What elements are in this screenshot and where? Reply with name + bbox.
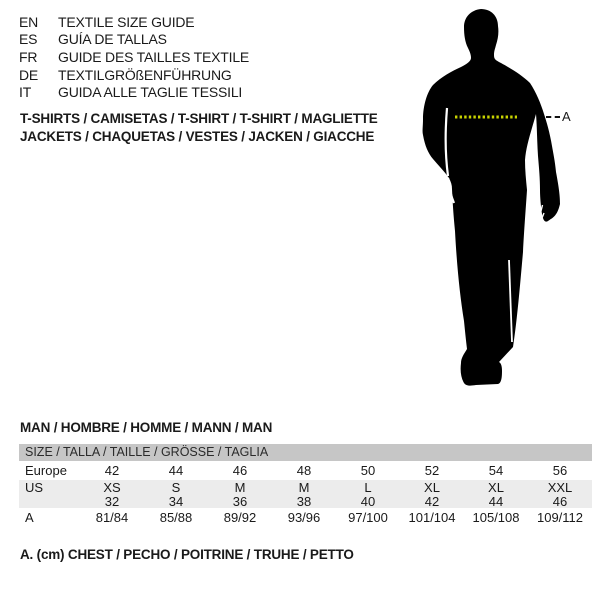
table-row-europe <box>19 461 592 480</box>
language-label: GUIDE DES TAILLES TEXTILE <box>58 48 250 65</box>
man-silhouette <box>423 9 560 386</box>
garment-line-tshirts: T-SHIRTS / CAMISETAS / T-SHIRT / T-SHIRT / MAGLIETTE <box>20 111 378 126</box>
table-cell: 36 <box>232 494 248 509</box>
table-cell: 101/104 <box>408 510 456 525</box>
language-list <box>19 13 249 101</box>
table-cell: 89/92 <box>223 510 257 525</box>
table-cell: 52 <box>424 463 440 478</box>
table-cell: 34 <box>168 494 184 509</box>
table-cell: XL <box>424 480 440 495</box>
table-cell: M <box>234 480 246 495</box>
table-cell: 81/84 <box>95 510 129 525</box>
language-row-es <box>19 31 249 49</box>
garment-line-jackets: JACKETS / CHAQUETAS / VESTES / JACKEN / GIACCHE <box>20 129 375 144</box>
table-row-numeric <box>19 494 592 508</box>
table-cell: 105/108 <box>472 510 520 525</box>
language-row-fr <box>19 48 249 66</box>
table-cell: 56 <box>552 463 568 478</box>
language-code: DE <box>19 66 39 83</box>
table-cell: 46 <box>552 494 568 509</box>
table-cell: 42 <box>104 463 120 478</box>
table-cell: 54 <box>488 463 504 478</box>
language-label: TEXTILE SIZE GUIDE <box>58 13 195 30</box>
language-label: TEXTILGRÖßENFÜHRUNG <box>58 66 232 83</box>
table-cell: 109/112 <box>536 510 584 525</box>
gender-line: MAN / HOMBRE / HOMME / MANN / MAN <box>20 420 273 435</box>
table-row-chest-a <box>19 508 592 527</box>
language-row-en <box>19 13 249 31</box>
language-code: EN <box>19 13 39 30</box>
table-cell: 97/100 <box>348 510 388 525</box>
size-table-header-label: SIZE / TALLA / TAILLE / GRÖSSE / TAGLIA <box>25 445 269 459</box>
language-label: GUIDA ALLE TAGLIE TESSILI <box>58 84 243 101</box>
table-cell: 42 <box>424 494 440 509</box>
table-cell: L <box>364 480 372 495</box>
row-label: US <box>25 480 44 495</box>
man-silhouette-figure <box>414 6 566 394</box>
table-cell: 38 <box>296 494 312 509</box>
language-label: GUÍA DE TALLAS <box>58 31 167 48</box>
table-cell: S <box>171 480 181 495</box>
measurement-leader-line <box>546 116 560 118</box>
table-cell: 44 <box>168 463 184 478</box>
table-cell: 46 <box>232 463 248 478</box>
table-cell: 48 <box>296 463 312 478</box>
row-label: A <box>25 510 34 525</box>
table-cell: 50 <box>360 463 376 478</box>
table-row-us <box>19 480 592 494</box>
table-cell: 93/96 <box>287 510 321 525</box>
row-label: Europe <box>25 463 67 478</box>
table-cell: 44 <box>488 494 504 509</box>
table-cell: XS <box>103 480 121 495</box>
language-row-it <box>19 83 249 101</box>
table-cell: 32 <box>104 494 120 509</box>
language-code: ES <box>19 31 38 48</box>
table-cell: XXL <box>547 480 573 495</box>
language-row-de <box>19 66 249 84</box>
size-table-header <box>19 444 592 461</box>
table-cell: XL <box>488 480 504 495</box>
measurement-footnote: A. (cm) CHEST / PECHO / POITRINE / TRUHE / PETTO <box>20 547 354 562</box>
table-cell: 85/88 <box>159 510 193 525</box>
measurement-marker-a: A <box>562 109 571 124</box>
language-code: IT <box>19 84 32 101</box>
table-cell: M <box>298 480 310 495</box>
language-code: FR <box>19 48 38 65</box>
garment-category-lines <box>20 110 378 146</box>
size-table <box>19 444 592 527</box>
table-cell: 40 <box>360 494 376 509</box>
